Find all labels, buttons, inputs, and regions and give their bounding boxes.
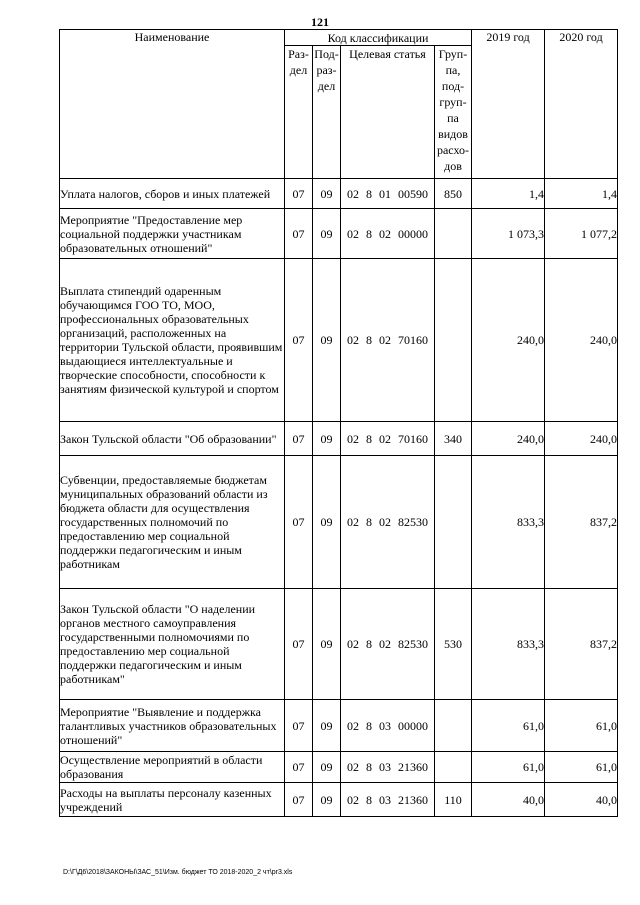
row-podrazdel: 09: [313, 700, 341, 752]
row-value-2020: 837,2: [545, 589, 618, 700]
row-razdel: 07: [285, 179, 313, 209]
table-header: [60, 30, 618, 179]
row-vid-rashodov: [435, 209, 472, 259]
row-razdel: 07: [285, 259, 313, 422]
row-razdel: 07: [285, 422, 313, 456]
budget-table: [59, 29, 618, 817]
row-celevaya-statya: 02 8 02 82530: [341, 589, 435, 700]
header-year-2020: 2020 год: [545, 30, 618, 179]
row-celevaya-statya: 02 8 03 21360: [341, 752, 435, 783]
row-value-2020: 40,0: [545, 783, 618, 817]
table-row: [60, 456, 618, 589]
row-name: Осуществление мероприятий в области образования: [60, 752, 285, 783]
row-value-2020: 1 077,2: [545, 209, 618, 259]
row-name: Уплата налогов, сборов и иных платежей: [60, 179, 285, 209]
row-podrazdel: 09: [313, 752, 341, 783]
row-celevaya-statya: 02 8 03 00000: [341, 700, 435, 752]
row-vid-rashodov: [435, 456, 472, 589]
row-celevaya-statya: 02 8 02 00000: [341, 209, 435, 259]
row-podrazdel: 09: [313, 783, 341, 817]
row-vid-rashodov: 110: [435, 783, 472, 817]
row-podrazdel: 09: [313, 259, 341, 422]
header-year-2019: 2019 год: [472, 30, 545, 179]
row-vid-rashodov: [435, 259, 472, 422]
file-path-footer: D:\Г\Д6\2018\ЗАКОНЫ\ЗАС_51\Изм. бюджет ТО 2018-2020_2 чт\pr3.xls: [63, 869, 293, 876]
header-classification: Код классификации: [285, 30, 472, 46]
row-name: Расходы на выплаты персоналу казенных учреждений: [60, 783, 285, 817]
row-celevaya-statya: 02 8 03 21360: [341, 783, 435, 817]
header-name: Наименование: [60, 30, 285, 179]
row-value-2019: 240,0: [472, 422, 545, 456]
table-row: [60, 700, 618, 752]
row-value-2020: 240,0: [545, 422, 618, 456]
row-name: Мероприятие "Предоставление мер социальной поддержки участникам образовательных отношений": [60, 209, 285, 259]
row-podrazdel: 09: [313, 589, 341, 700]
table-row: [60, 752, 618, 783]
row-value-2019: 833,3: [472, 456, 545, 589]
header-gruppa-vidov-rashodov: Груп-па, под-груп-па видов расхо-дов: [435, 46, 472, 179]
header-celevaya-statya: Целевая статья: [341, 46, 435, 179]
row-razdel: 07: [285, 589, 313, 700]
row-razdel: 07: [285, 456, 313, 589]
row-value-2020: 837,2: [545, 456, 618, 589]
row-razdel: 07: [285, 752, 313, 783]
row-name: Субвенции, предоставляемые бюджетам муниципальных образований области из бюджета области для осуществления государственных полномочий по предоставлению мер социальной поддержки педагогическим и иным работникам: [60, 456, 285, 589]
row-vid-rashodov: 340: [435, 422, 472, 456]
row-vid-rashodov: [435, 752, 472, 783]
row-name: Выплата стипендий одаренным обучающимся ГОО ТО, МОО, профессиональных образовательных организаций, расположенных на территории Тульской области, проявившим выдающиеся интеллектуальные и творческие способности, способности к занятиям физической культурой и спортом: [60, 259, 285, 422]
table-row: [60, 259, 618, 422]
header-razdel: Раз-дел: [285, 46, 313, 179]
row-celevaya-statya: 02 8 02 70160: [341, 422, 435, 456]
row-celevaya-statya: 02 8 01 00590: [341, 179, 435, 209]
row-vid-rashodov: 530: [435, 589, 472, 700]
row-razdel: 07: [285, 700, 313, 752]
table-row: [60, 422, 618, 456]
row-vid-rashodov: 850: [435, 179, 472, 209]
row-value-2020: 61,0: [545, 752, 618, 783]
row-value-2020: 1,4: [545, 179, 618, 209]
table-body: [60, 179, 618, 817]
row-podrazdel: 09: [313, 422, 341, 456]
row-razdel: 07: [285, 783, 313, 817]
row-name: Закон Тульской области "О наделении органов местного самоуправления государственными полномочиями по предоставлению мер социальной поддержки педагогическим и иным работникам": [60, 589, 285, 700]
row-value-2019: 1 073,3: [472, 209, 545, 259]
table-row: [60, 589, 618, 700]
header-podrazdel: Под-раз-дел: [313, 46, 341, 179]
row-podrazdel: 09: [313, 179, 341, 209]
row-value-2019: 61,0: [472, 700, 545, 752]
row-razdel: 07: [285, 209, 313, 259]
row-celevaya-statya: 02 8 02 82530: [341, 456, 435, 589]
row-podrazdel: 09: [313, 209, 341, 259]
row-value-2019: 61,0: [472, 752, 545, 783]
page-number: 121: [311, 15, 329, 29]
row-value-2020: 61,0: [545, 700, 618, 752]
row-celevaya-statya: 02 8 02 70160: [341, 259, 435, 422]
row-podrazdel: 09: [313, 456, 341, 589]
row-value-2019: 1,4: [472, 179, 545, 209]
row-vid-rashodov: [435, 700, 472, 752]
table-row: [60, 783, 618, 817]
row-value-2019: 833,3: [472, 589, 545, 700]
row-value-2019: 40,0: [472, 783, 545, 817]
table-row: [60, 179, 618, 209]
row-name: Закон Тульской области "Об образовании": [60, 422, 285, 456]
row-value-2019: 240,0: [472, 259, 545, 422]
row-name: Мероприятие "Выявление и поддержка талантливых участников образовательных отношений": [60, 700, 285, 752]
row-value-2020: 240,0: [545, 259, 618, 422]
table-row: [60, 209, 618, 259]
